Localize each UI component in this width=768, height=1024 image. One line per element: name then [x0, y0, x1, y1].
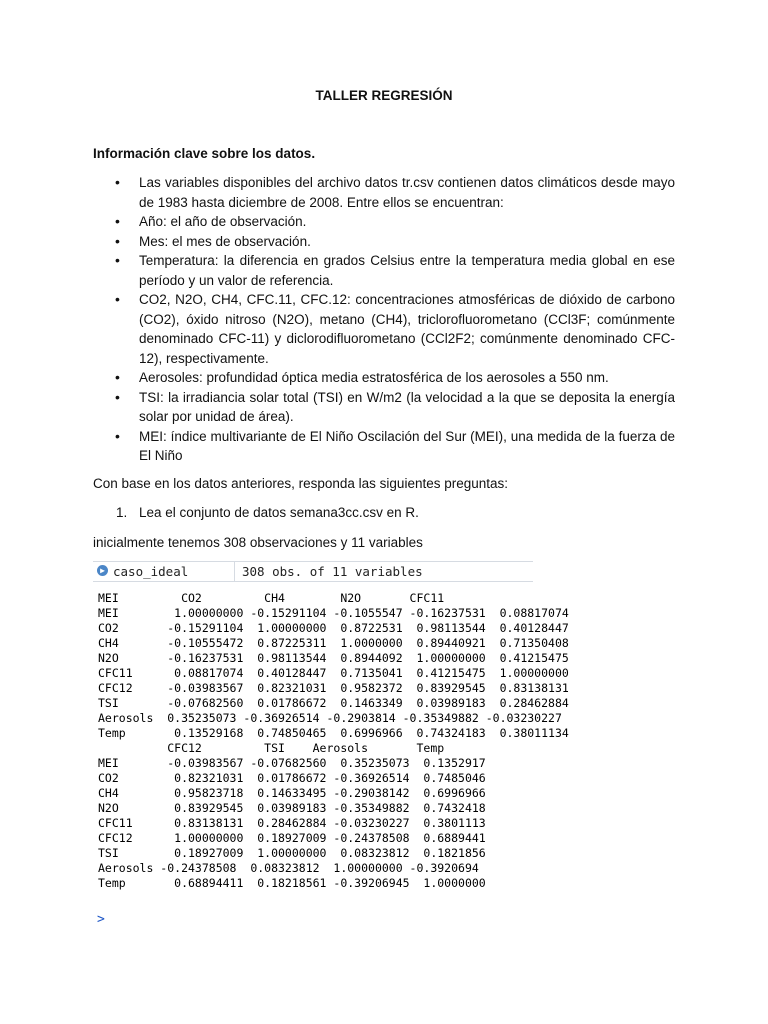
- output-row: CH4 -0.10555472 0.87225311 1.0000000 0.89440921 0.71350408: [98, 636, 569, 650]
- answer-note: inicialmente tenemos 308 observaciones y 11 variables: [93, 535, 423, 550]
- list-item-text: Aerosoles: profundidad óptica media estratosférica de los aerosoles a 550 nm.: [139, 370, 609, 385]
- bullet-icon: •: [115, 291, 120, 307]
- section-heading: Información clave sobre los datos.: [93, 146, 316, 161]
- output-row: CO2 -0.15291104 1.00000000 0.8722531 0.98113544 0.40128447: [98, 621, 569, 635]
- output-row: Temp 0.68894411 0.18218561 -0.39206945 1.0000000: [98, 876, 486, 890]
- bullet-icon: •: [115, 427, 120, 444]
- output-row: CFC12 1.00000000 0.18927009 -0.24378508 0.6889441: [98, 831, 486, 845]
- output-row: MEI 1.00000000 -0.15291104 -0.1055547 -0.16237531 0.08817074: [98, 606, 569, 620]
- question-number: 1.: [116, 505, 128, 520]
- document-title: TALLER REGRESIÓN: [315, 88, 453, 103]
- output-row: Aerosols 0.35235073 -0.36926514 -0.2903814 -0.35349882 -0.03230227: [98, 711, 562, 725]
- list-item: [93, 290, 675, 368]
- list-item-text: MEI: índice multivariante de El Niño Oscilación del Sur (MEI), una medida de la fuerza de El Niño: [139, 428, 675, 463]
- environment-row[interactable]: [93, 561, 533, 582]
- list-item: [93, 251, 675, 290]
- list-item: [93, 232, 675, 252]
- bullet-icon: •: [115, 174, 120, 190]
- variables-list: [93, 173, 675, 466]
- output-row: CH4 0.95823718 0.14633495 -0.29038142 0.6996966: [98, 786, 486, 800]
- list-item: [93, 212, 675, 232]
- list-item: [93, 368, 675, 388]
- output-row: TSI 0.18927009 1.00000000 0.08323812 0.1821856: [98, 846, 486, 860]
- list-item-text: Las variables disponibles del archivo datos tr.csv contienen datos climáticos desde mayo de 1983 hasta diciembre de 2008. Entre ellos se encuentran:: [139, 175, 675, 210]
- output-row: N2O 0.83929545 0.03989183 -0.35349882 0.7432418: [98, 801, 486, 815]
- list-item-text: Temperatura: la diferencia en grados Celsius entre la temperatura media global en ese período y un valor de referencia.: [139, 253, 675, 288]
- output-row: Temp 0.13529168 0.74850465 0.6996966 0.74324183 0.38011134: [98, 726, 569, 740]
- questions-intro: Con base en los datos anteriores, responda las siguientes preguntas:: [93, 476, 509, 491]
- output-row: N2O -0.16237531 0.98113544 0.8944092 1.00000000 0.41215475: [98, 651, 569, 665]
- bullet-icon: •: [115, 232, 120, 249]
- question-item: [116, 505, 419, 520]
- output-row: CO2 0.82321031 0.01786672 -0.36926514 0.7485046: [98, 771, 486, 785]
- environment-object-name: caso_ideal: [113, 564, 189, 579]
- list-item: [93, 388, 675, 427]
- output-header: MEI CO2 CH4 N2O CFC11: [98, 591, 445, 605]
- output-row: CFC11 0.83138131 0.28462884 -0.03230227 0.3801113: [98, 816, 486, 830]
- output-row: CFC12 -0.03983567 0.82321031 0.9582372 0.83929545 0.83138131: [98, 681, 569, 695]
- console-prompt[interactable]: >: [97, 912, 105, 927]
- list-item-text: Mes: el mes de observación.: [139, 233, 311, 249]
- dataframe-expand-icon[interactable]: ▶: [97, 565, 108, 576]
- column-divider: [234, 562, 235, 581]
- question-text: Lea el conjunto de datos semana3cc.csv en R.: [139, 505, 419, 520]
- output-row: MEI -0.03983567 -0.07682560 0.35235073 0.1352917: [98, 756, 486, 770]
- environment-object-value: 308 obs. of 11 variables: [242, 564, 423, 579]
- bullet-icon: •: [115, 213, 120, 229]
- output-header: CFC12 TSI Aerosols Temp: [98, 741, 445, 755]
- list-item-text: Año: el año de observación.: [139, 214, 307, 229]
- bullet-icon: •: [115, 252, 120, 268]
- correlation-output: [98, 591, 569, 891]
- bullet-icon: •: [115, 388, 120, 405]
- list-item: [93, 427, 675, 466]
- output-row: CFC11 0.08817074 0.40128447 0.7135041 0.41215475 1.00000000: [98, 666, 569, 680]
- list-item-text: TSI: la irradiancia solar total (TSI) en W/m2 (la velocidad a la que se deposita la energía solar por unidad de área).: [139, 389, 675, 424]
- list-item-text: CO2, N2O, CH4, CFC.11, CFC.12: concentraciones atmosféricas de dióxido de carbono (CO2), óxido nitroso (N2O), metano (CH4), triclorofluorometano (CCl3F; comúnmente denominado CFC-11) y diclorodifluorometano (CCl2F2; comúnmente denominado CFC-12), respectivamente.: [139, 292, 675, 366]
- bullet-icon: •: [115, 369, 120, 385]
- output-row: Aerosols -0.24378508 0.08323812 1.00000000 -0.3920694: [98, 861, 479, 875]
- list-item: [93, 173, 675, 212]
- environment-panel: [93, 561, 533, 582]
- output-row: TSI -0.07682560 0.01786672 0.1463349 0.03989183 0.28462884: [98, 696, 569, 710]
